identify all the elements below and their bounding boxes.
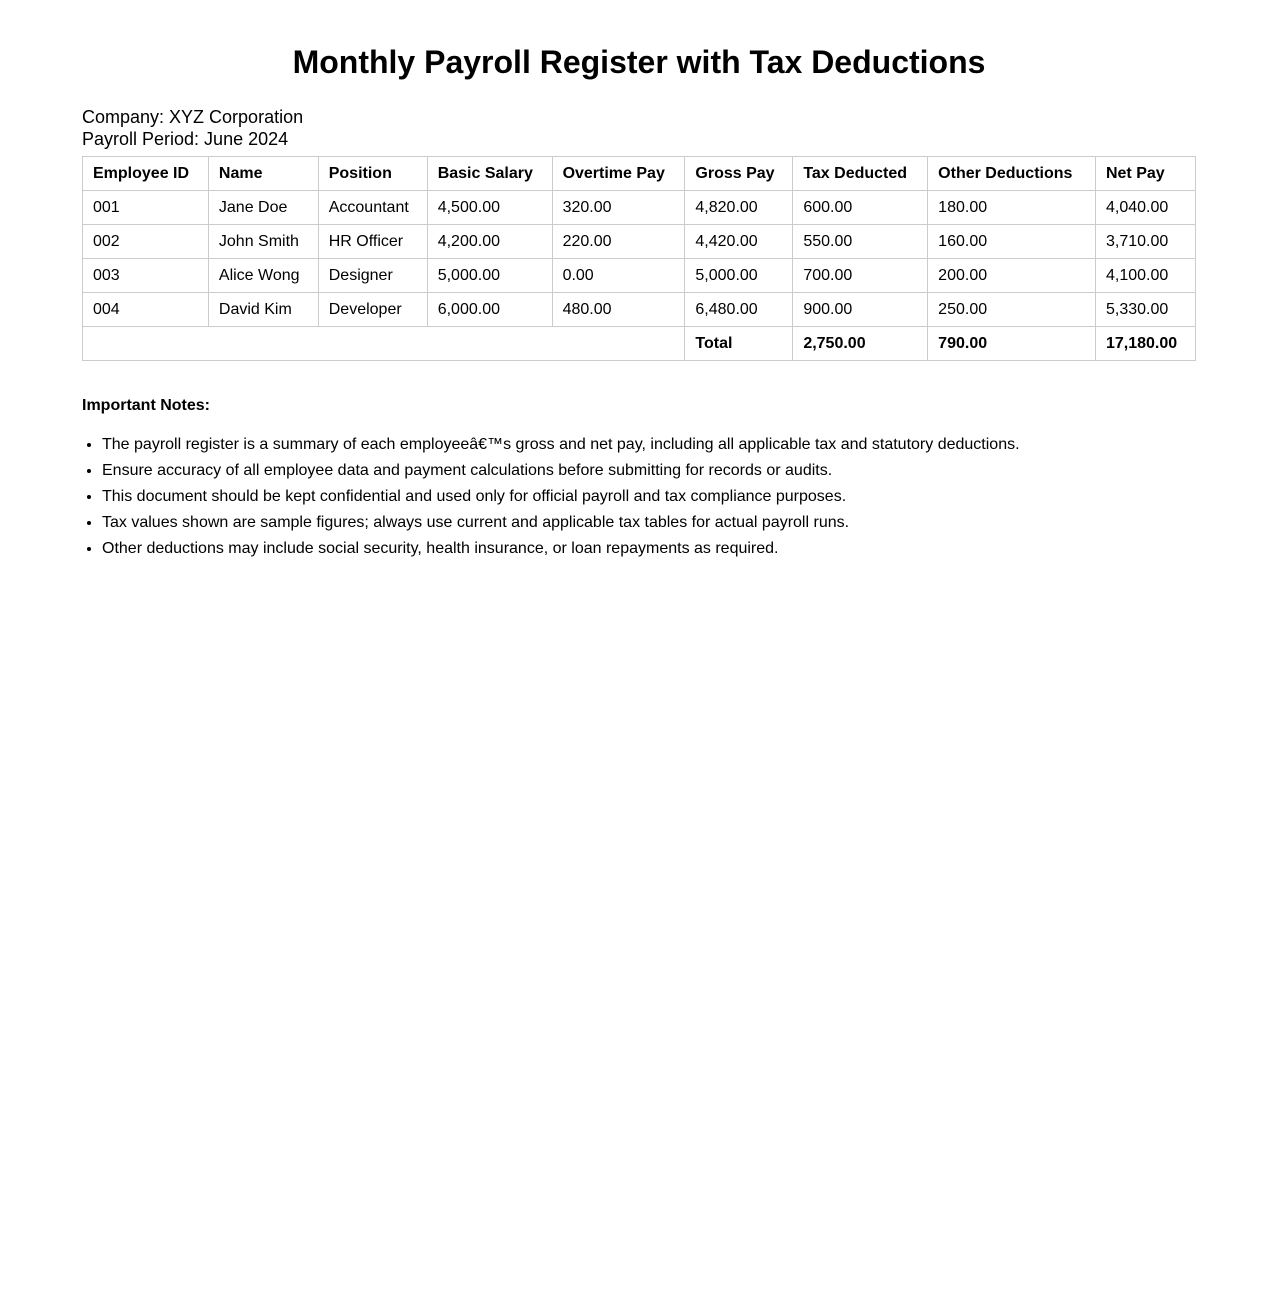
header-position: Position [318,157,427,191]
cell-employee-id: 002 [83,225,209,259]
total-spacer-cell [83,327,685,361]
header-employee-id: Employee ID [83,157,209,191]
cell-position: Developer [318,293,427,327]
list-item: • Other deductions may include social security, health insurance, or loan repayments as required. [102,536,1196,562]
cell-gross-pay: 5,000.00 [685,259,793,293]
header-gross-pay: Gross Pay [685,157,793,191]
table-row [83,293,1196,327]
cell-employee-id: 001 [83,191,209,225]
payroll-period-line: Payroll Period: June 2024 [82,129,289,149]
list-item: • The payroll register is a summary of each employeeâ€™s gross and net pay, including all applicable tax and statutory deductions. [102,432,1196,458]
company-line: Company: XYZ Corporation [82,107,304,127]
table-row [83,259,1196,293]
cell-other-deductions: 250.00 [928,293,1096,327]
cell-position: Designer [318,259,427,293]
table-row [83,225,1196,259]
cell-net-pay: 4,040.00 [1095,191,1195,225]
payroll-table [82,156,1196,361]
header-basic-salary: Basic Salary [427,157,552,191]
cell-overtime-pay: 480.00 [552,293,685,327]
cell-overtime-pay: 0.00 [552,259,685,293]
cell-tax-deducted: 550.00 [793,225,928,259]
cell-tax-deducted: 700.00 [793,259,928,293]
cell-basic-salary: 4,500.00 [427,191,552,225]
table-row [83,191,1196,225]
cell-basic-salary: 4,200.00 [427,225,552,259]
cell-overtime-pay: 220.00 [552,225,685,259]
total-label: Total [685,327,793,361]
document-meta [82,106,1196,150]
list-item: • Ensure accuracy of all employee data and payment calculations before submitting for records or audits. [102,458,1196,484]
total-other-deductions: 790.00 [928,327,1096,361]
payroll-document [0,0,1278,562]
cell-position: Accountant [318,191,427,225]
cell-employee-id: 003 [83,259,209,293]
cell-name: Alice Wong [208,259,318,293]
cell-basic-salary: 6,000.00 [427,293,552,327]
list-item: • Tax values shown are sample figures; always use current and applicable tax tables for actual payroll runs. [102,510,1196,536]
cell-basic-salary: 5,000.00 [427,259,552,293]
cell-overtime-pay: 320.00 [552,191,685,225]
cell-position: HR Officer [318,225,427,259]
cell-net-pay: 4,100.00 [1095,259,1195,293]
cell-net-pay: 5,330.00 [1095,293,1195,327]
header-tax-deducted: Tax Deducted [793,157,928,191]
notes-title: Important Notes: [82,397,210,414]
cell-name: David Kim [208,293,318,327]
header-name: Name [208,157,318,191]
total-net-pay: 17,180.00 [1095,327,1195,361]
header-other-deductions: Other Deductions [928,157,1096,191]
cell-net-pay: 3,710.00 [1095,225,1195,259]
cell-other-deductions: 180.00 [928,191,1096,225]
total-row [83,327,1196,361]
cell-name: Jane Doe [208,191,318,225]
total-tax-deducted: 2,750.00 [793,327,928,361]
notes-list [82,432,1196,562]
cell-name: John Smith [208,225,318,259]
list-item: • This document should be kept confidential and used only for official payroll and tax compliance purposes. [102,484,1196,510]
table-header-row [83,157,1196,191]
cell-gross-pay: 4,820.00 [685,191,793,225]
page-title: Monthly Payroll Register with Tax Deductions [292,44,986,80]
header-overtime-pay: Overtime Pay [552,157,685,191]
cell-other-deductions: 200.00 [928,259,1096,293]
cell-tax-deducted: 900.00 [793,293,928,327]
cell-gross-pay: 4,420.00 [685,225,793,259]
cell-employee-id: 004 [83,293,209,327]
header-net-pay: Net Pay [1095,157,1195,191]
cell-tax-deducted: 600.00 [793,191,928,225]
cell-other-deductions: 160.00 [928,225,1096,259]
cell-gross-pay: 6,480.00 [685,293,793,327]
